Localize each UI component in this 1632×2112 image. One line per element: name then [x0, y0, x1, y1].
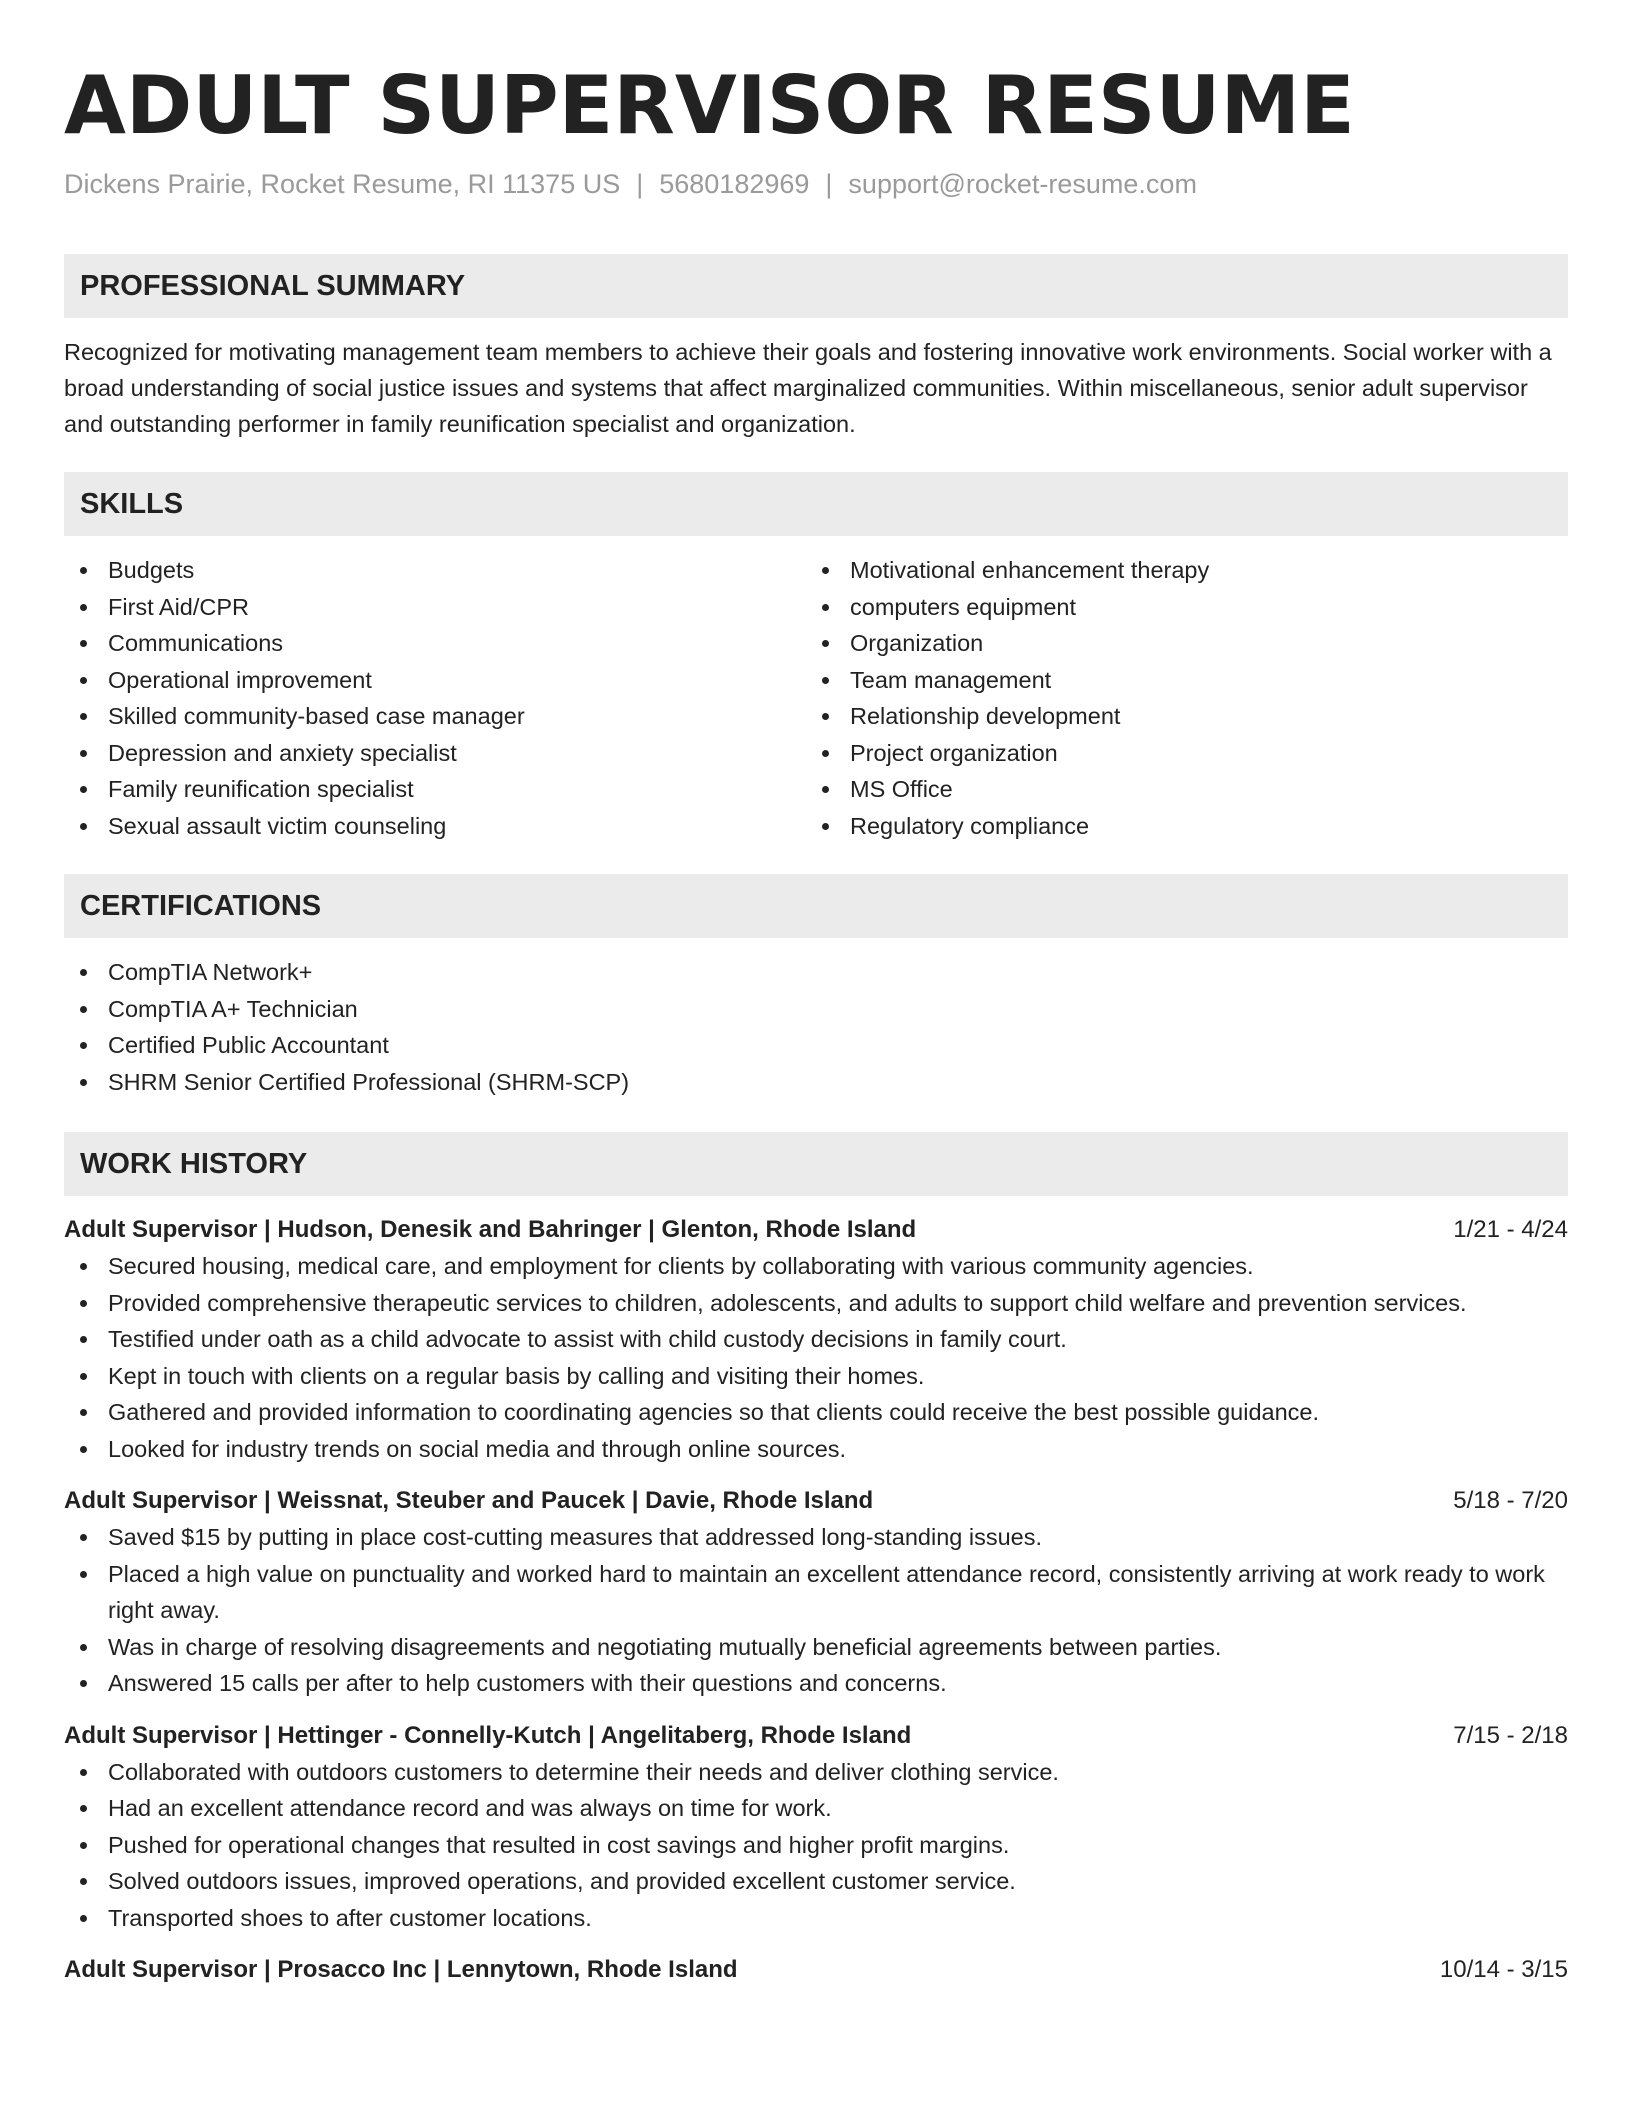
skills-list-right — [806, 552, 1548, 844]
skill-item: Operational improvement — [64, 662, 806, 699]
skill-item: Team management — [806, 662, 1548, 699]
skill-item: computers equipment — [806, 589, 1548, 626]
skill-item: Sexual assault victim counseling — [64, 808, 806, 845]
job-title: Adult Supervisor | Hettinger - Connelly-Kutch | Angelitaberg, Rhode Island — [64, 1721, 912, 1749]
job-entry — [64, 1483, 1568, 1702]
job-entry — [64, 1952, 1568, 1988]
certification-item: Certified Public Accountant — [64, 1027, 1568, 1064]
skill-item: Budgets — [64, 552, 806, 589]
skill-item: Depression and anxiety specialist — [64, 735, 806, 772]
certification-item: SHRM Senior Certified Professional (SHRM-SCP) — [64, 1064, 1568, 1101]
contact-address: Dickens Prairie, Rocket Resume, RI 11375 US — [64, 169, 621, 199]
job-title: Adult Supervisor | Weissnat, Steuber and Paucek | Davie, Rhode Island — [64, 1487, 874, 1514]
job-bullet: Solved outdoors issues, improved operations, and provided excellent customer service. — [64, 1863, 1568, 1900]
skill-item: Regulatory compliance — [806, 808, 1548, 845]
job-title: Adult Supervisor | Prosacco Inc | Lennytown, Rhode Island — [64, 1956, 738, 1983]
skill-item: Family reunification specialist — [64, 771, 806, 808]
job-dates: 1/21 - 4/24 — [1453, 1216, 1568, 1243]
certifications-list — [64, 954, 1568, 1100]
summary-text: Recognized for motivating management team members to achieve their goals and fostering innovative work environments. Social worker with a broad understanding of social justice issues and systems that affect marginalized communities. Within miscellaneous, senior adult supervisor and outstanding performer in family reunification specialist and organization. — [64, 339, 1552, 437]
job-bullet: Transported shoes to after customer locations. — [64, 1900, 1568, 1937]
job-header — [64, 1483, 1568, 1519]
job-bullet-list — [64, 1248, 1568, 1467]
job-bullet: Looked for industry trends on social media and through online sources. — [64, 1431, 1568, 1468]
job-bullet-list — [64, 1754, 1568, 1937]
job-bullet: Answered 15 calls per after to help customers with their questions and concerns. — [64, 1665, 1568, 1702]
skill-item: Organization — [806, 625, 1548, 662]
skill-item: First Aid/CPR — [64, 589, 806, 626]
job-dates: 10/14 - 3/15 — [1439, 1956, 1568, 1983]
job-bullet: Gathered and provided information to coordinating agencies so that clients could receive the best possible guidance. — [64, 1394, 1568, 1431]
job-dates: 7/15 - 2/18 — [1453, 1721, 1568, 1749]
skill-item: Project organization — [806, 735, 1548, 772]
contact-email[interactable]: support@rocket-resume.com — [848, 169, 1197, 199]
section-header-skills: SKILLS — [64, 472, 1568, 536]
skill-item: Relationship development — [806, 698, 1548, 735]
contact-separator: | — [636, 169, 644, 199]
job-entry — [64, 1212, 1568, 1467]
skill-item: Skilled community-based case manager — [64, 698, 806, 735]
job-bullet: Was in charge of resolving disagreements and negotiating mutually beneficial agreements between parties. — [64, 1629, 1568, 1666]
skill-item: Communications — [64, 625, 806, 662]
job-bullet: Had an excellent attendance record and was always on time for work. — [64, 1790, 1568, 1827]
job-bullet: Collaborated with outdoors customers to determine their needs and deliver clothing service. — [64, 1754, 1568, 1791]
resume-page — [64, 56, 1568, 1988]
section-header-summary: PROFESSIONAL SUMMARY — [64, 254, 1568, 318]
job-bullet: Provided comprehensive therapeutic services to children, adolescents, and adults to support child welfare and prevention services. — [64, 1285, 1568, 1322]
skill-item: MS Office — [806, 771, 1548, 808]
job-header — [64, 1952, 1568, 1988]
contact-separator: | — [825, 169, 833, 199]
job-title: Adult Supervisor | Hudson, Denesik and Bahringer | Glenton, Rhode Island — [64, 1216, 917, 1243]
certification-item: CompTIA Network+ — [64, 954, 1568, 991]
job-bullet-list — [64, 1519, 1568, 1702]
job-header — [64, 1718, 1568, 1754]
job-bullet: Saved $15 by putting in place cost-cutting measures that addressed long-standing issues. — [64, 1519, 1568, 1556]
resume-title: ADULT SUPERVISOR RESUME — [64, 59, 1355, 152]
skills-list-left — [64, 552, 806, 844]
job-dates: 5/18 - 7/20 — [1453, 1487, 1568, 1514]
certification-item: CompTIA A+ Technician — [64, 991, 1568, 1028]
section-header-work-history: WORK HISTORY — [64, 1132, 1568, 1196]
job-bullet: Placed a high value on punctuality and worked hard to maintain an excellent attendance record, consistently arriving at work ready to work right away. — [64, 1556, 1568, 1629]
job-entry — [64, 1718, 1568, 1937]
job-bullet: Pushed for operational changes that resulted in cost savings and higher profit margins. — [64, 1827, 1568, 1864]
job-bullet: Secured housing, medical care, and employment for clients by collaborating with various community agencies. — [64, 1248, 1568, 1285]
skills-grid — [64, 552, 1568, 844]
contact-line — [64, 164, 1568, 204]
job-header — [64, 1212, 1568, 1248]
job-bullet: Testified under oath as a child advocate to assist with child custody decisions in family court. — [64, 1321, 1568, 1358]
skill-item: Motivational enhancement therapy — [806, 552, 1548, 589]
section-header-certifications: CERTIFICATIONS — [64, 874, 1568, 938]
job-bullet: Kept in touch with clients on a regular basis by calling and visiting their homes. — [64, 1358, 1568, 1395]
contact-phone: 5680182969 — [659, 169, 810, 199]
